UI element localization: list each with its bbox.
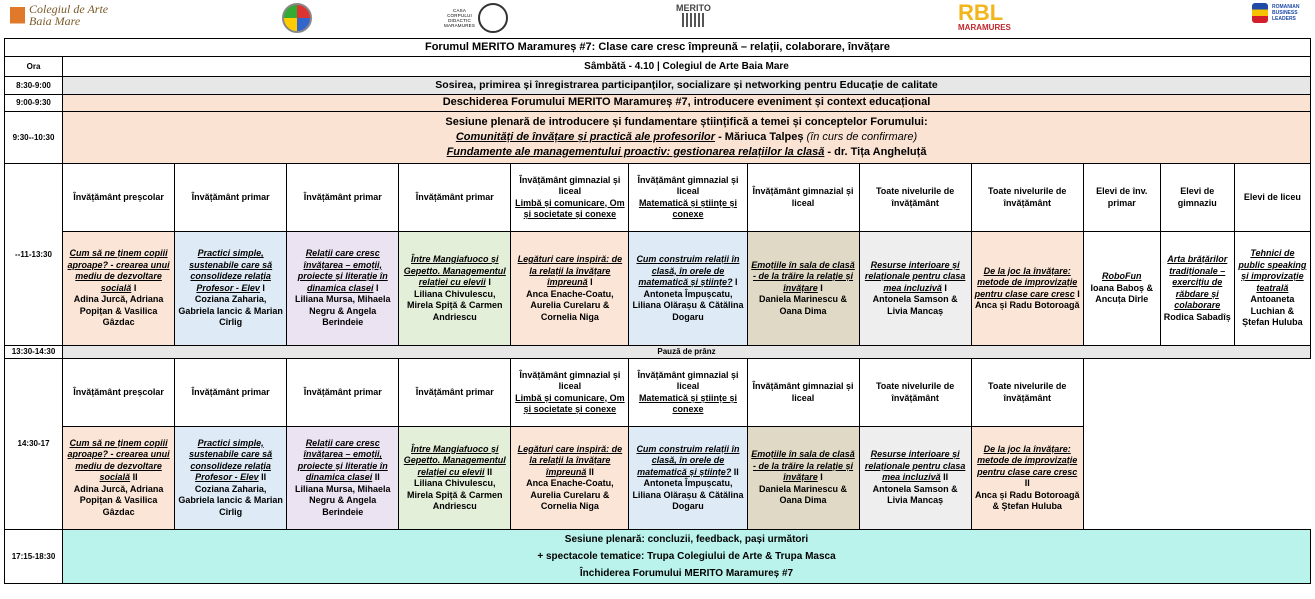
- plenary-speaker: - Măriuca Talpeș: [715, 131, 807, 143]
- merito-bars-icon: [682, 13, 704, 27]
- rbl-leaders-logo: [1252, 3, 1300, 23]
- closing-session: [63, 530, 1311, 584]
- school-emblem-icon: [282, 3, 312, 33]
- workshop-facilitators: Anca și Radu Botoroagă: [974, 300, 1080, 310]
- slot-time: 8:30-9:00: [5, 77, 63, 95]
- plenary-intro: Sesiune plenară de introducere și fundamentare științifică a temei și conceptelor Forumului:: [445, 116, 928, 128]
- workshop-title: Practici simple, sustenabile care să consolideze relația Profesor - Elev: [189, 437, 273, 483]
- workshop-facilitators: Rodica Sabadîș: [1163, 311, 1231, 322]
- workshop-facilitators: Anca și Radu Botoroagă & Ștefan Huluba: [974, 489, 1080, 511]
- agenda-table: [4, 38, 1311, 584]
- level-header: Toate nivelurile de învățământ: [859, 359, 971, 427]
- workshop-title: Arta brățărilor tradiționale – exercițiu de răbdare și colaborare: [1167, 254, 1228, 310]
- workshop-facilitators: Ioana Baboș & Ancuța Dîrle: [1090, 282, 1154, 305]
- closing-line: Închiderea Forumului MERITO Maramureș #7: [579, 568, 794, 579]
- empty-area: [1083, 359, 1310, 530]
- workshop-title: Resurse interioare și relaționale pentru clasa mea incluzivă: [864, 449, 966, 483]
- rbl-logo-sub: MARAMURES: [958, 23, 1011, 32]
- level-header: Învățământ preșcolar: [63, 359, 175, 427]
- workshop-number: II: [1024, 478, 1030, 488]
- workshop-title: De la joc la învățare: metode de improvizație pentru clase care cresc: [974, 265, 1078, 299]
- workshop-number: II: [372, 472, 380, 483]
- slot-time: 9:30--10:30: [5, 112, 63, 164]
- level-subject: Matematică și științe și conexe: [638, 197, 737, 219]
- workshop-facilitators: Antonela Samson & Livia Mancaș: [872, 483, 958, 506]
- workshop-title: Între Mangiafuoco și Gepetto. Managementul relației cu elevii: [403, 443, 506, 477]
- workshop-cell: [511, 427, 629, 530]
- level-header: Învățământ preșcolar: [63, 164, 175, 232]
- agenda-row: [5, 95, 1311, 112]
- workshop-number: I: [485, 277, 491, 287]
- logo-bar: [0, 0, 1315, 38]
- workshop-number: II: [258, 472, 267, 483]
- workshop-title: Practici simple, sustenabile care să consolideze relația Profesor - Elev: [189, 248, 273, 293]
- workshop-number: I: [259, 282, 265, 293]
- workshop-title: Emoțiile în sala de clasă - de la trăire la relație și învățare: [751, 449, 855, 483]
- workshop-cell: [747, 427, 859, 530]
- workshop-cell: [399, 427, 511, 530]
- workshop-cell: [1160, 232, 1234, 346]
- workshop-facilitators: Anca Enache-Coatu, Aurelia Curelaru & Cornelia Niga: [526, 478, 614, 511]
- workshop-number: II: [940, 472, 949, 483]
- slot-time: 9:00-9:30: [5, 95, 63, 112]
- workshop-title: Relații care cresc învățarea – emoții, proiecte și literație în dinamica clasei: [297, 248, 388, 293]
- workshop-facilitators: Liliana Mursa, Mihaela Negru & Angela Berindeie: [294, 483, 391, 517]
- forum-title: Forumul MERITO Maramureș #7: Clase care cresc împreună – relații, colaborare, învățare: [5, 39, 1311, 57]
- workshop-number: II: [130, 472, 138, 483]
- plenary-talk-title: Comunități de învățare și practică ale profesorilor: [455, 131, 716, 143]
- workshop-number: II: [586, 466, 594, 477]
- workshop-facilitators: Antoaneta Luchian & Ștefan Huluba: [1242, 294, 1303, 328]
- slot-time: 13:30-14:30: [5, 346, 63, 359]
- level-header: Elevi de înv. primar: [1083, 164, 1160, 232]
- workshop-title: Legături care inspiră: de la relații la învățare împreună: [517, 443, 623, 477]
- slot-activity: Deschiderea Forumului MERITO Maramureș #7, introducere eveniment și context educațional: [63, 95, 1311, 112]
- merito-logo: [676, 3, 711, 27]
- agenda-row: [5, 530, 1311, 584]
- workshop-cell: [287, 427, 399, 530]
- workshop-cell: [511, 232, 629, 346]
- level-header-cell: [629, 164, 747, 232]
- workshop-facilitators: Anca Enache-Coatu, Aurelia Curelaru & Cornelia Niga: [526, 288, 614, 322]
- college-name-line2: Baia Mare: [29, 14, 81, 28]
- agenda-row: [5, 77, 1311, 95]
- level-header: Învățământ gimnazial și liceal: [519, 369, 621, 391]
- level-header: Învățământ gimnazial și liceal: [747, 359, 859, 427]
- workshop-cell: [1234, 232, 1310, 346]
- workshop-cell: [175, 427, 287, 530]
- workshop-cell: [629, 427, 747, 530]
- workshop-title: RoboFun: [1102, 271, 1142, 282]
- college-name-line1: Colegiul de Arte: [29, 2, 109, 16]
- leaders-line: BUSINESS: [1272, 10, 1298, 16]
- college-emblem-icon: [10, 7, 25, 24]
- workshop-facilitators: Antonela Samson & Livia Mancaș: [872, 294, 958, 316]
- workshop-facilitators: Liliana Chivulescu, Mirela Spiță & Carmen Andriescu: [407, 478, 503, 511]
- closing-line: + spectacole tematice: Trupa Colegiului de Arte & Trupa Masca: [537, 551, 836, 562]
- ccd-line: CASA: [453, 8, 467, 13]
- workshop-cell: [629, 232, 747, 346]
- level-header: Învățământ primar: [287, 164, 399, 232]
- slot-time: 14:30-17: [5, 359, 63, 530]
- workshop-cell: [747, 232, 859, 346]
- workshop-facilitators: Adina Jurcă, Adriana Popițan & Vasilica Gâzdac: [73, 294, 164, 328]
- workshop-number: I: [817, 472, 823, 483]
- workshop-title: Relații care cresc învățarea – emoții, proiecte și literație în dinamica clasei: [297, 437, 388, 483]
- workshop-cell: [971, 232, 1083, 346]
- level-header: Învățământ gimnazial și liceal: [747, 164, 859, 232]
- ccd-line: MARAMURES: [444, 23, 476, 28]
- level-header-cell: [511, 164, 629, 232]
- level-header: Toate nivelurile de învățământ: [971, 164, 1083, 232]
- agenda-row: [5, 112, 1311, 164]
- workshop-facilitators: Adina Jurcă, Adriana Popițan & Vasilica Gâzdac: [73, 483, 164, 517]
- workshop-title: Cum să ne ținem copiii aproape? - crearea unui mediu de dezvoltare socială: [67, 437, 170, 483]
- workshop-facilitators: Daniela Marinescu & Oana Dima: [759, 294, 848, 316]
- level-header: Învățământ primar: [287, 359, 399, 427]
- slot-time: 17:15-18:30: [5, 530, 63, 584]
- workshop-number: II: [484, 466, 493, 477]
- level-subject: Limbă și comunicare, Om și societate și conexe: [515, 392, 625, 414]
- ccd-logo: [444, 3, 508, 33]
- day-header: Sâmbătă - 4.10 | Colegiul de Arte Baia Mare: [63, 57, 1311, 77]
- workshop-cell: [971, 427, 1083, 530]
- workshop-cell: [859, 427, 971, 530]
- workshop-title: Cum să ne ținem copiii aproape? - crearea unui mediu de dezvoltare socială: [67, 248, 170, 293]
- workshop-title: Cum construim relații în clasă, în orele de matematică și științe?: [636, 254, 740, 287]
- level-header: Învățământ primar: [399, 164, 511, 232]
- leaders-line: ROMANIAN: [1272, 4, 1300, 10]
- plenary-note: (în curs de confirmare): [806, 131, 918, 143]
- sessions-row: [5, 232, 1311, 346]
- time-header: Ora: [5, 57, 63, 77]
- workshop-cell: [63, 232, 175, 346]
- level-header-cell: [629, 359, 747, 427]
- level-header: Învățământ primar: [175, 164, 287, 232]
- slot-activity: Sosirea, primirea și înregistrarea participanților, socializare și networking pentru Educație de calitate: [63, 77, 1311, 95]
- workshop-number: I: [941, 282, 947, 293]
- lunch-break: Pauză de prânz: [63, 346, 1311, 359]
- level-subject: Limbă și comunicare, Om și societate și conexe: [515, 197, 625, 219]
- workshop-number: I: [587, 277, 593, 287]
- level-header: Elevi de gimnaziu: [1160, 164, 1234, 232]
- workshop-number: I: [1074, 288, 1080, 299]
- workshop-facilitators: Liliana Chivulescu, Mirela Spiță & Carmen Andriescu: [407, 288, 503, 322]
- leaders-line: LEADERS: [1272, 16, 1296, 22]
- level-header: Toate nivelurile de învățământ: [971, 359, 1083, 427]
- workshop-cell: [287, 232, 399, 346]
- workshop-number: I: [817, 282, 823, 293]
- college-logo: [10, 3, 108, 27]
- workshop-facilitators: Antoneta Împușcatu, Liliana Olărașu & Cătălina Dogaru: [632, 478, 744, 511]
- level-header: Învățământ gimnazial și liceal: [519, 174, 621, 196]
- workshop-cell: [399, 232, 511, 346]
- leaders-flag-icon: [1252, 3, 1268, 23]
- ccd-emblem-icon: [478, 3, 508, 33]
- workshop-facilitators: Antoneta Împușcatu, Liliana Olărașu & Cătălina Dogaru: [632, 288, 744, 322]
- workshop-cell: [1083, 232, 1160, 346]
- workshop-title: Între Mangiafuoco și Gepetto. Managementul relației cu elevii: [403, 254, 506, 287]
- workshop-number: I: [131, 282, 137, 293]
- ccd-line: CORPULUI: [447, 13, 472, 18]
- level-header: Învățământ primar: [399, 359, 511, 427]
- rbl-logo-text: RBL: [958, 0, 1004, 25]
- workshop-cell: [63, 427, 175, 530]
- workshop-title: Tehnici de public speaking și improvizație teatrală: [1238, 248, 1307, 293]
- plenary-session: [63, 112, 1311, 164]
- workshop-facilitators: Coziana Zaharia, Gabriela Iancic & Marian Cîrlig: [178, 483, 283, 517]
- slot-time: --11-13:30: [5, 164, 63, 346]
- workshop-title: Emoțiile în sala de clasă - de la trăire la relație și învățare: [751, 259, 855, 293]
- workshop-facilitators: Liliana Mursa, Mihaela Negru & Angela Berindeie: [294, 294, 391, 328]
- workshop-cell: [175, 232, 287, 346]
- workshop-title: De la joc la învățare: metode de improvizație pentru clase care cresc: [977, 443, 1078, 477]
- closing-line: Sesiune plenară: concluzii, feedback, pași următori: [564, 534, 809, 545]
- level-subject: Matematică și științe și conexe: [638, 392, 737, 414]
- level-header: Elevi de liceu: [1234, 164, 1310, 232]
- workshop-number: II: [731, 466, 739, 477]
- round-logo: [282, 3, 312, 33]
- merito-logo-text: MERITO: [676, 3, 711, 13]
- level-header: Învățământ gimnazial și liceal: [637, 174, 739, 196]
- workshop-title: Legături care inspiră: de la relații la învățare împreună: [517, 254, 623, 287]
- plenary-speaker: - dr. Tița Angheluță: [824, 146, 927, 158]
- ccd-line: DIDACTIC: [448, 18, 471, 23]
- workshop-cell: [859, 232, 971, 346]
- workshop-number: I: [373, 282, 379, 293]
- level-header: Toate nivelurile de învățământ: [859, 164, 971, 232]
- level-header-cell: [511, 359, 629, 427]
- workshop-title: Cum construim relații în clasă, în orele de matematică și științe?: [636, 443, 740, 477]
- agenda-row: [5, 346, 1311, 359]
- rbl-logo: [958, 0, 1011, 32]
- plenary-talk-title: Fundamente ale managementului proactiv: gestionarea relațiilor la clasă: [446, 146, 825, 158]
- level-header: Învățământ gimnazial și liceal: [637, 369, 739, 391]
- workshop-title: Resurse interioare și relaționale pentru clasa mea incluzivă: [864, 259, 966, 293]
- workshop-facilitators: Daniela Marinescu & Oana Dima: [759, 483, 848, 506]
- workshop-facilitators: Coziana Zaharia, Gabriela Iancic & Marian Cîrlig: [178, 294, 283, 328]
- workshop-number: I: [732, 277, 738, 287]
- level-header: Învățământ primar: [175, 359, 287, 427]
